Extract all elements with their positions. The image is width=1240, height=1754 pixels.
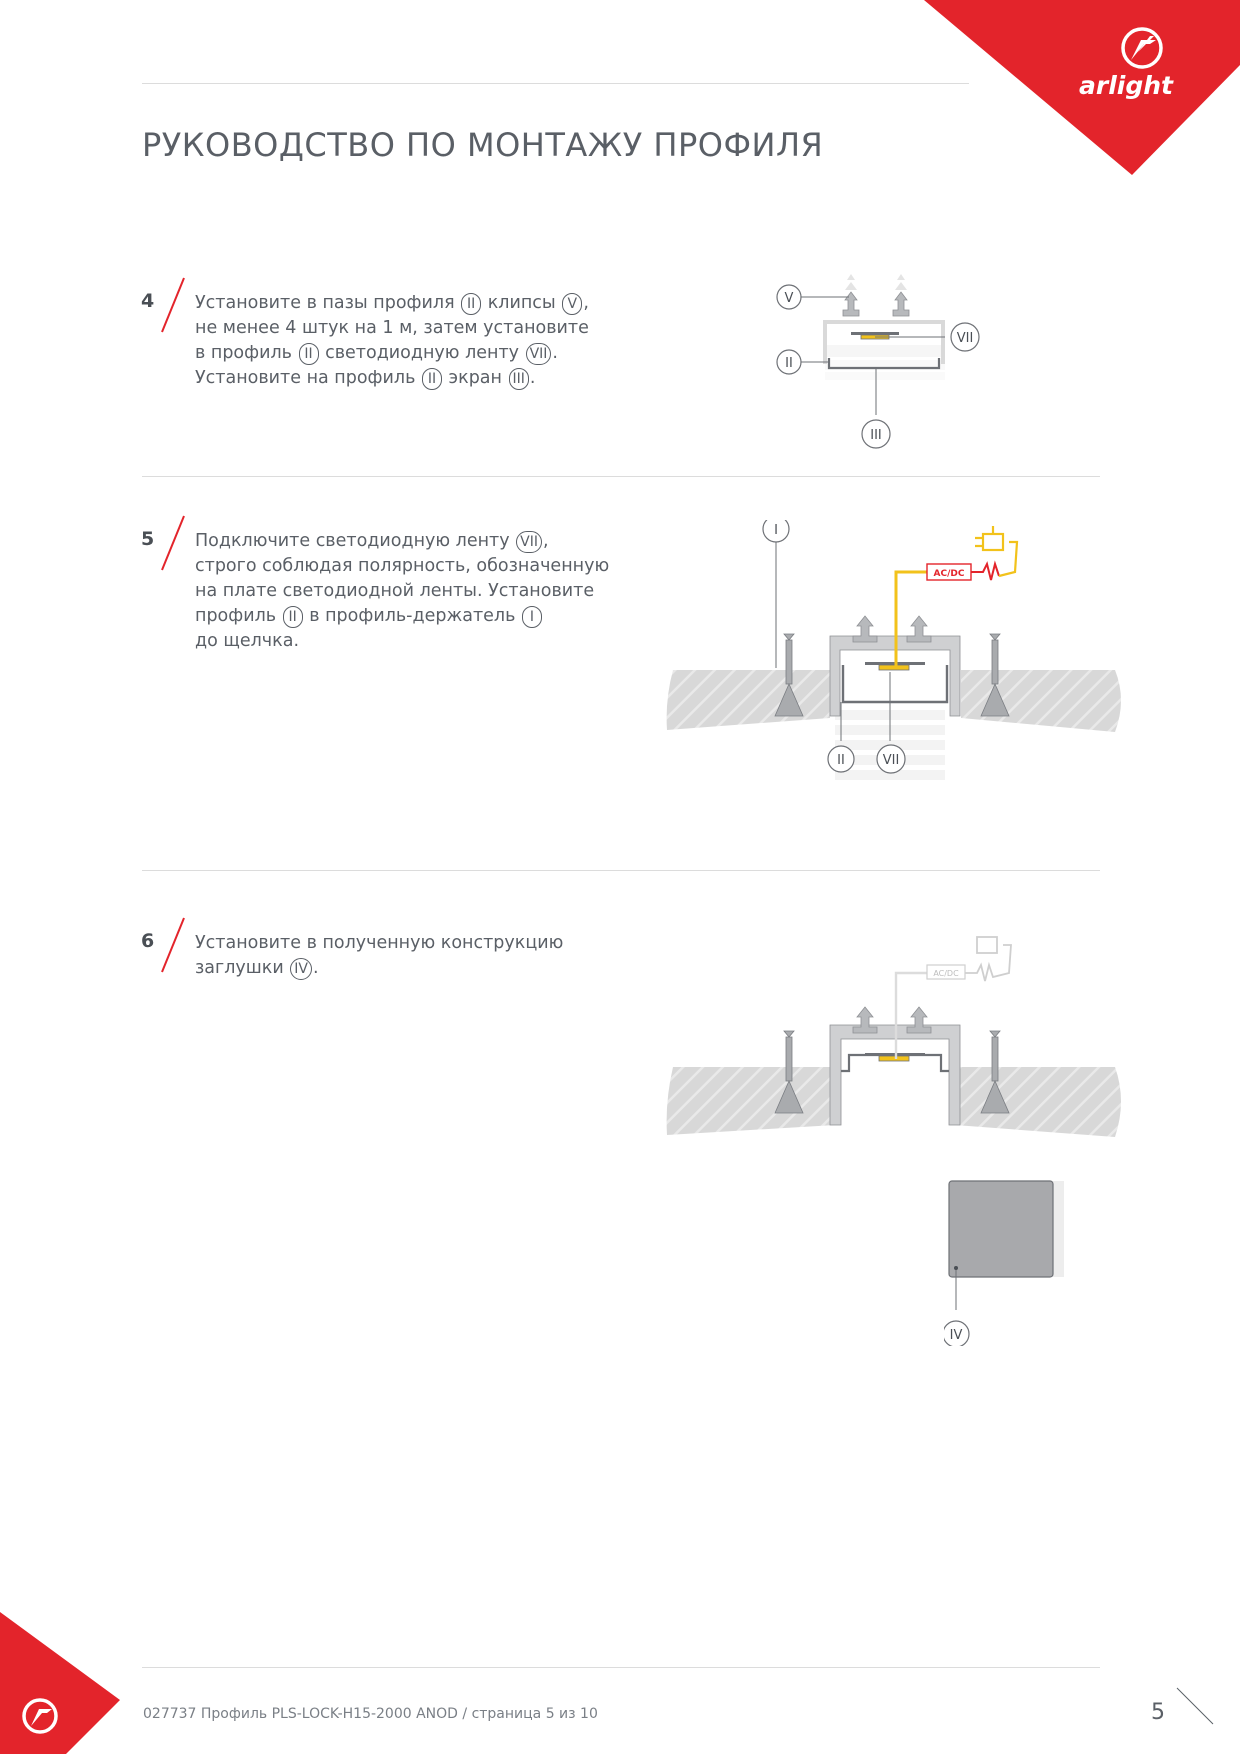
instruction-text: на плате светодиодной ленты. Установите <box>195 581 595 601</box>
instruction-line <box>195 341 635 366</box>
callout-label: II <box>837 753 845 768</box>
instruction-text: Установите в полученную конструкцию <box>195 933 564 953</box>
callout-label: V <box>784 291 794 306</box>
page-title: РУКОВОДСТВО ПО МОНТАЖУ ПРОФИЛЯ <box>142 126 824 164</box>
part-reference-badge: VII <box>516 531 542 553</box>
instruction-line <box>195 291 635 316</box>
step-6-diagram <box>665 925 1125 1155</box>
brand-corner <box>924 0 1240 175</box>
top-rule <box>142 83 969 84</box>
section-divider <box>142 476 1100 477</box>
instruction-line <box>195 554 635 579</box>
page-number: 5 <box>1151 1700 1165 1725</box>
part-reference-badge: II <box>461 293 481 315</box>
brand-corner-bottom <box>0 1612 120 1754</box>
part-reference-badge: VII <box>526 343 552 365</box>
part-reference-badge: IV <box>290 958 312 980</box>
part-reference-badge: III <box>509 368 529 390</box>
step-divider-slash <box>160 276 186 334</box>
part-reference-badge: V <box>562 293 582 315</box>
instruction-text: Установите на профиль <box>195 368 421 388</box>
instruction-text: в профиль-держатель <box>303 606 521 626</box>
part-reference-badge: I <box>522 606 542 628</box>
power-supply-label: AC/DC <box>933 569 965 579</box>
callout-label: IV <box>949 1328 963 1343</box>
callout-label: II <box>785 356 793 371</box>
instruction-line <box>195 956 635 981</box>
part-reference-badge: II <box>283 606 303 628</box>
footer-doc-info: 027737 Профиль PLS-LOCK-H15-2000 ANOD / страница 5 из 10 <box>143 1706 598 1722</box>
instruction-text: экран <box>442 368 508 388</box>
step-5-diagram <box>665 520 1125 820</box>
power-supply-label: AC/DC <box>933 969 959 978</box>
instruction-text: строго соблюдая полярность, обозначенную <box>195 556 610 576</box>
instruction-text: . <box>313 958 319 978</box>
page-number-slash <box>1175 1686 1215 1726</box>
step-5-text <box>195 529 635 654</box>
instruction-text: клипсы <box>482 293 562 313</box>
instruction-text: . <box>552 343 558 363</box>
instruction-text: , <box>543 531 549 551</box>
callout-label: VII <box>882 753 900 768</box>
callout-label: VII <box>956 331 974 346</box>
instruction-text: Установите в пазы профиля <box>195 293 461 313</box>
step-divider-slash <box>160 916 186 974</box>
instruction-text: Подключите светодиодную ленту <box>195 531 516 551</box>
part-reference-badge: II <box>422 368 442 390</box>
instruction-line <box>195 366 635 391</box>
step-number: 5 <box>141 528 155 550</box>
instruction-text: профиль <box>195 606 282 626</box>
step-4-text <box>195 291 635 391</box>
instruction-text: . <box>529 368 536 388</box>
callout-label: I <box>774 523 778 538</box>
instruction-line <box>195 604 635 629</box>
end-cap-diagram <box>944 1176 1134 1346</box>
step-6-text <box>195 931 635 981</box>
step-divider-slash <box>160 514 186 572</box>
step-number: 6 <box>141 930 155 952</box>
footer-rule <box>142 1667 1100 1668</box>
instruction-text: заглушки <box>195 958 290 978</box>
step-4-diagram <box>755 260 1015 460</box>
part-reference-badge: II <box>299 343 319 365</box>
instruction-text: , <box>583 293 589 313</box>
instruction-line <box>195 316 635 341</box>
instruction-line <box>195 931 635 956</box>
section-divider <box>142 870 1100 871</box>
callout-label: III <box>870 428 882 443</box>
instruction-line <box>195 529 635 554</box>
brand-wordmark: arlight <box>1079 71 1173 100</box>
instruction-line <box>195 629 635 654</box>
instruction-text: светодиодную ленту <box>319 343 525 363</box>
step-number: 4 <box>141 290 155 312</box>
instruction-text: до щелчка. <box>195 631 300 651</box>
instruction-text: в профиль <box>195 343 298 363</box>
instruction-text: не менее 4 штук на 1 м, затем установите <box>195 318 589 338</box>
instruction-line <box>195 579 635 604</box>
